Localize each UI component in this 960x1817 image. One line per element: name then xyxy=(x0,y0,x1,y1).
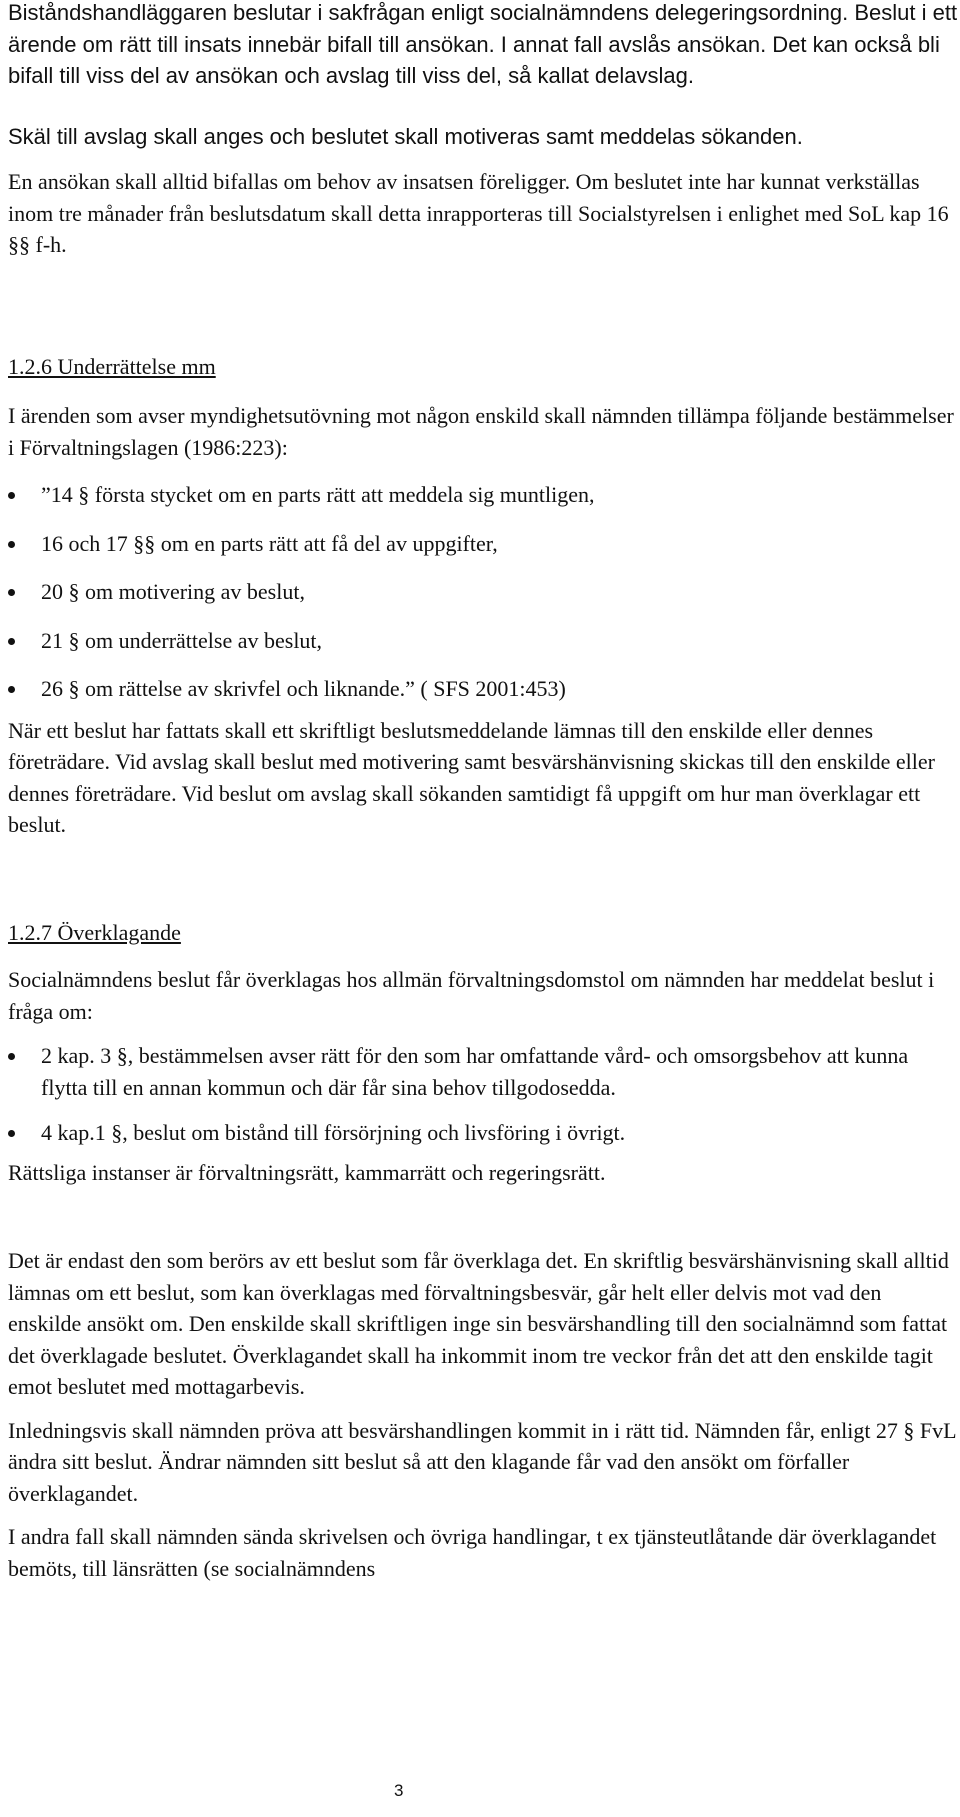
list-item-text: 2 kap. 3 §, bestämmelsen avser rätt för den som har omfattande vård- och omsorgsbehov att kunna flytta till en annan kommun och där får sina behov tillgodosedda. xyxy=(41,1043,909,1100)
appeal-paragraph-who: Det är endast den som berörs av ett beslut som får överklaga det. En skriftlig besvärshänvisning skall alltid lämnas om ett beslut, som kan överklagas med förvaltningsbesvär, går helt eller delvis mot vad den enskilde ansökt om. Den enskilde skall skriftligen inge sin besvärshandling till den socialnämnd som fattat det överklagade beslutet. Överklagandet skall ha inkommit inom tre veckor från det att den enskilde tagit emot beslutet med mottagarbevis. xyxy=(8,1248,949,1399)
list-item-text: 21 § om underrättelse av beslut, xyxy=(41,627,323,653)
appeal-paragraph-review: Inledningsvis skall nämnden pröva att besvärshandlingen kommit in i rätt tid. Nämnden får, enligt 27 § FvL ändra sitt beslut. Ändrar nämnden sitt beslut så att den klagande får vad den ansökt om förfaller överklagandet. xyxy=(8,1417,956,1506)
bullet-icon xyxy=(8,638,15,645)
list-item xyxy=(8,1040,958,1103)
legal-instances-text: Rättsliga instanser är förvaltningsrätt, kammarrätt och regeringsrätt. xyxy=(8,1159,606,1185)
section-126-intro: I ärenden som avser myndighetsutövning mot någon enskild skall nämnden tillämpa följande bestämmelser i Förvaltningslagen (1986:223): xyxy=(8,403,954,460)
list-item-text: 4 kap.1 §, beslut om bistånd till försörjning och livsföring i övrigt. xyxy=(41,1120,626,1145)
list-item xyxy=(8,1117,958,1149)
section-127-intro: Socialnämndens beslut får överklagas hos allmän förvaltningsdomstol om nämnden har meddelat beslut i fråga om: xyxy=(8,967,935,1024)
section-underrattelse xyxy=(8,351,958,841)
list-item-text: 20 § om motivering av beslut, xyxy=(41,579,305,604)
bullet-icon xyxy=(8,541,15,548)
section-126-paragraph: När ett beslut har fattats skall ett skriftligt beslutsmeddelande lämnas till den enskilde eller dennes företrädare. Vid avslag skall beslut med motivering samt besvärshänvisning skickas till den enskilde eller dennes företrädare. Vid beslut om avslag skall sökanden samtidigt få uppgift om hur man överklagar ett beslut. xyxy=(8,717,935,837)
section-heading-127: 1.2.7 Överklagande xyxy=(8,920,181,945)
bullet-icon xyxy=(8,1130,15,1137)
intro-paragraph-reasons: Skäl till avslag skall anges och beslutet skall motiveras samt meddelas sökanden. xyxy=(8,124,803,149)
list-item xyxy=(8,528,958,560)
intro-paragraph-decision: Biståndshandläggaren beslutar i sakfrågan enligt socialnämndens delegeringsordning. Beslut i ett ärende om rätt till insats innebär bifall till ansökan. I annat fall avslås ansökan. Det kan också bli bifall till viss del av ansökan och avslag till viss del, så kallat delavslag. xyxy=(8,0,958,88)
appealable-decisions-list xyxy=(8,1040,958,1149)
bullet-icon xyxy=(8,492,15,499)
list-item-text: 26 § om rättelse av skrivfel och liknande.” ( SFS 2001:453) xyxy=(41,676,566,701)
section-heading-126: 1.2.6 Underrättelse mm xyxy=(8,354,216,379)
bullet-icon xyxy=(8,589,15,596)
list-item xyxy=(8,625,958,657)
list-item xyxy=(8,576,958,608)
page-number: 3 xyxy=(394,1781,404,1800)
intro-paragraph-approval: En ansökan skall alltid bifallas om behov av insatsen föreligger. Om beslutet inte har kunnat verkställas inom tre månader från beslutsdatum skall detta inrapporteras till Socialstyrelsen i enlighet med SoL kap 16 §§ f-h. xyxy=(8,169,949,257)
list-item-text: ”14 § första stycket om en parts rätt att meddela sig muntligen, xyxy=(41,482,595,507)
bullet-icon xyxy=(8,1053,15,1060)
list-item xyxy=(8,673,958,705)
bullet-icon xyxy=(8,686,15,693)
list-item-text: 16 och 17 §§ om en parts rätt att få del av uppgifter, xyxy=(41,530,498,556)
appeal-paragraph-forward: I andra fall skall nämnden sända skrivelsen och övriga handlingar, t ex tjänsteutlåtande där överklagandet bemöts, till länsrätten (se socialnämndens xyxy=(8,1524,937,1581)
fvl-provisions-list xyxy=(8,479,958,705)
section-overklagande xyxy=(8,917,958,1584)
list-item xyxy=(8,479,958,511)
